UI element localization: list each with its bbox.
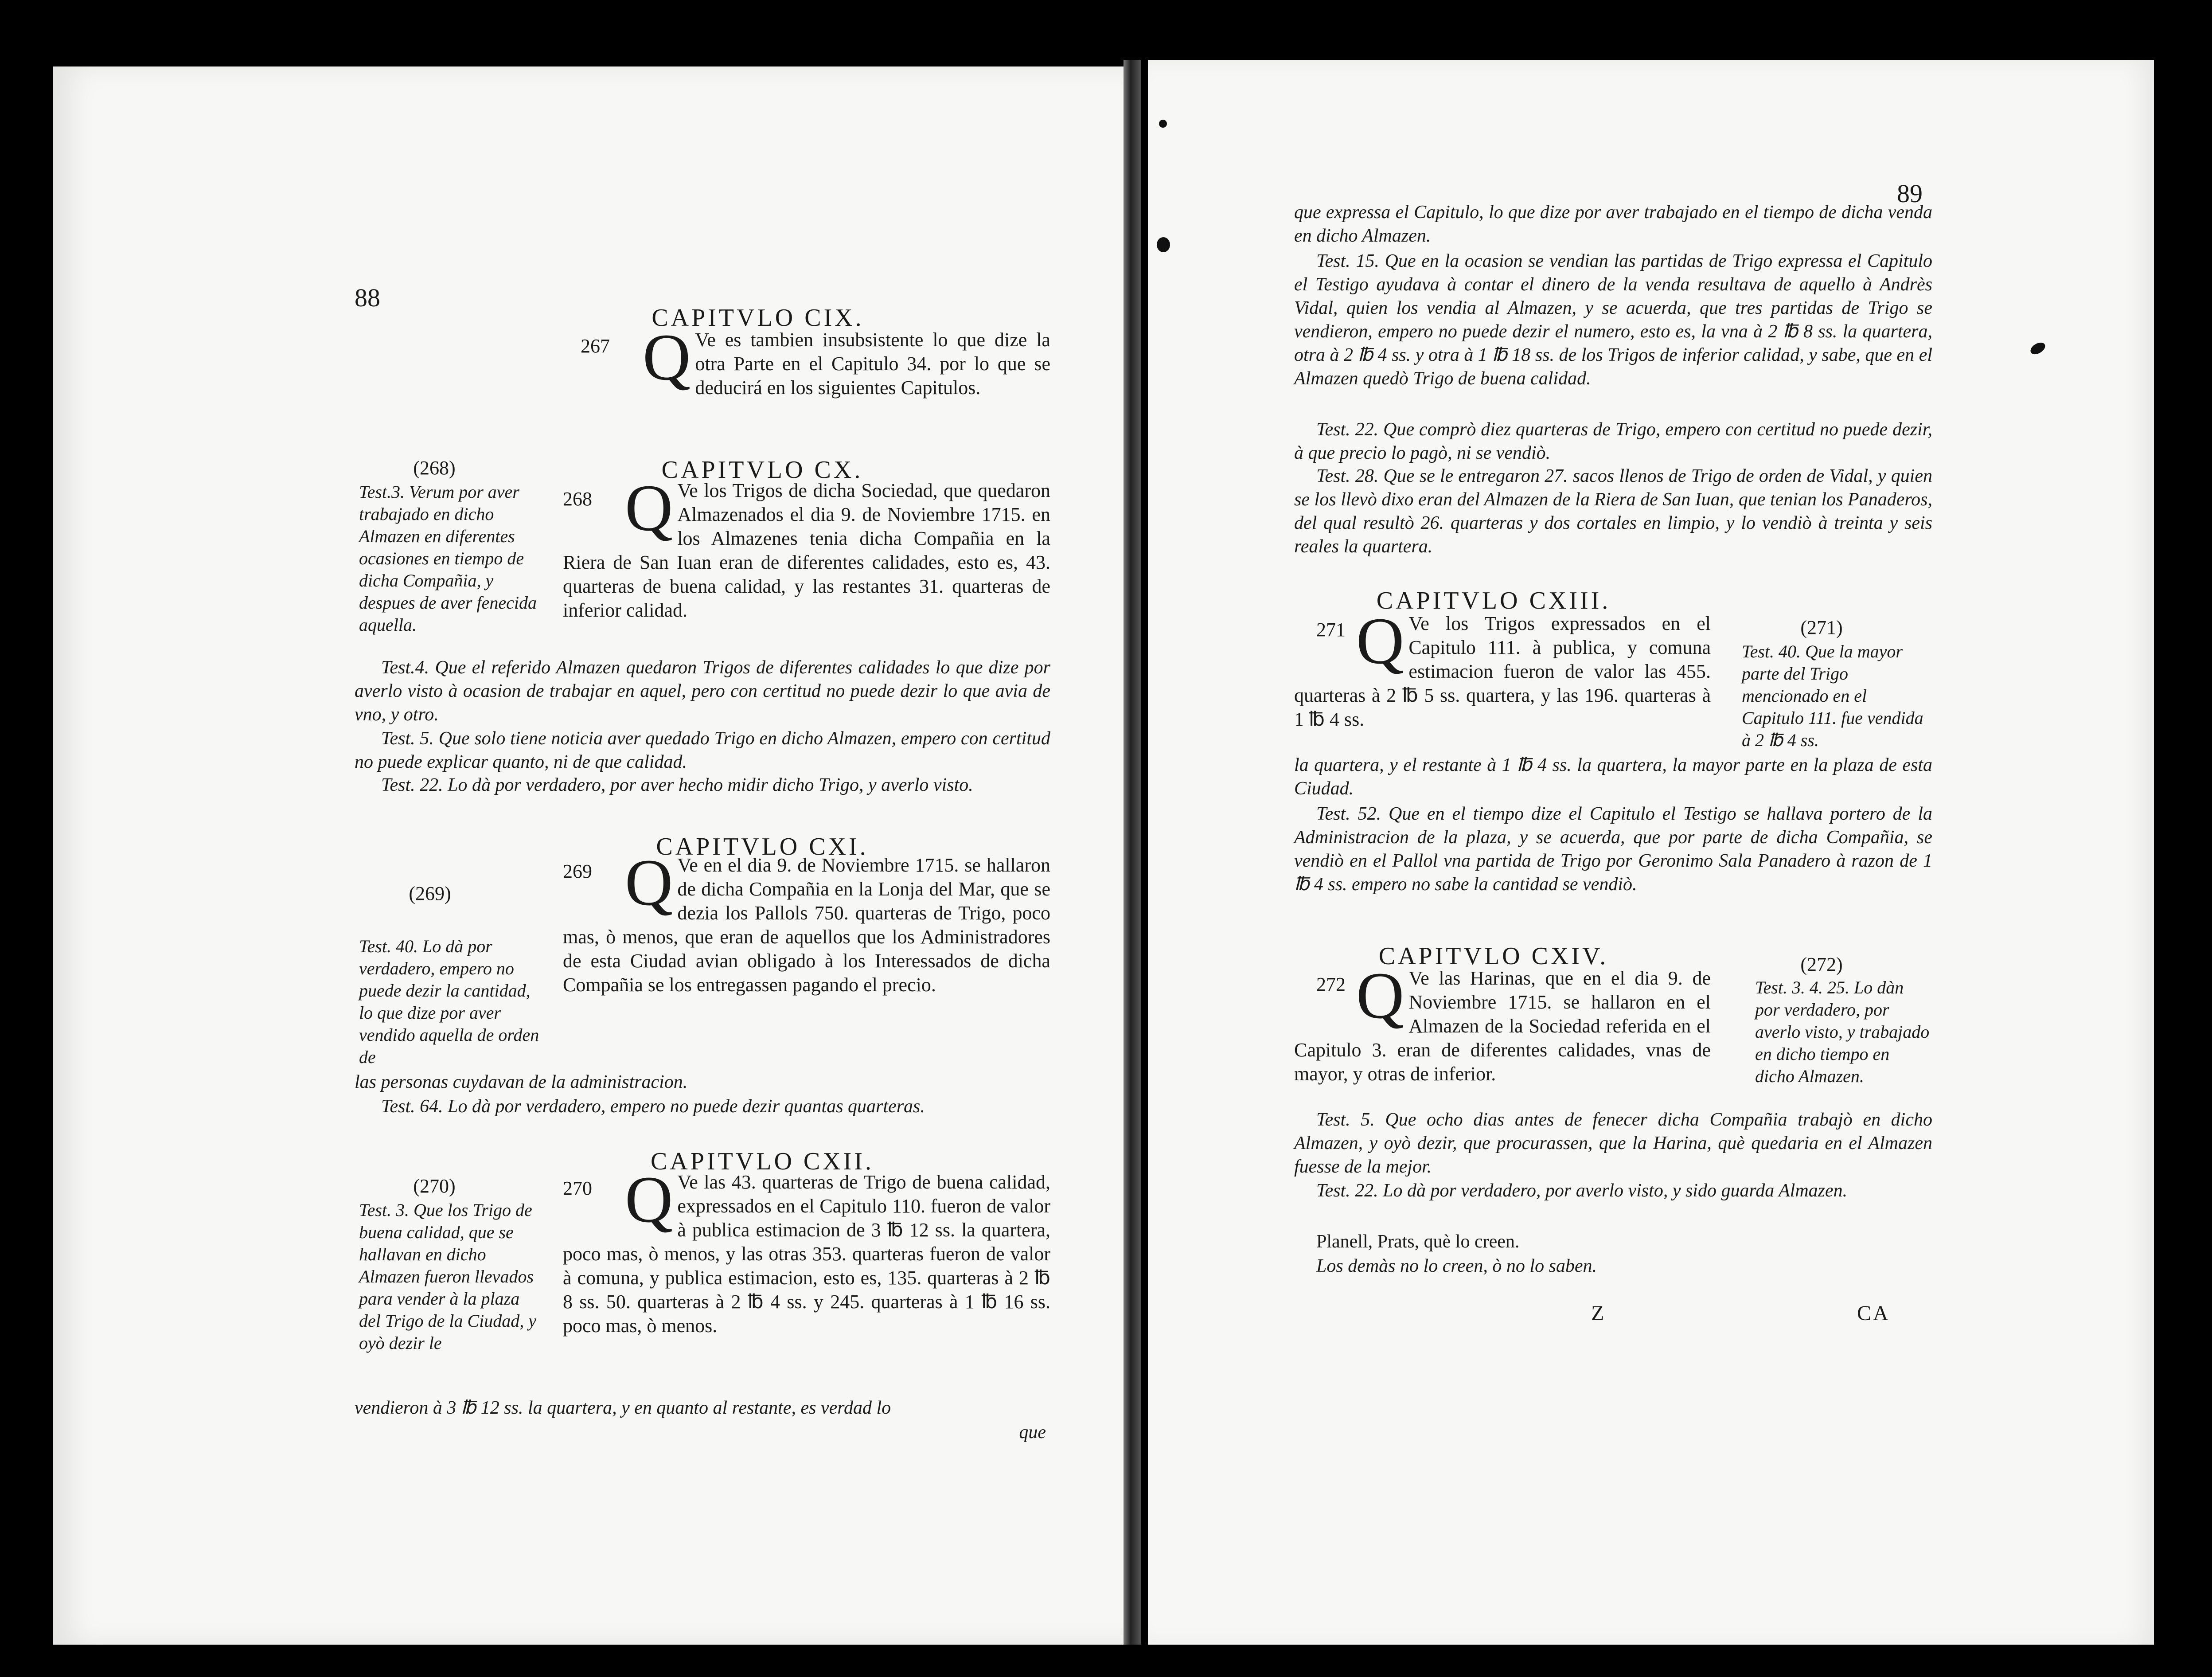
margin-number: (269) — [409, 883, 451, 904]
drop-capital: Q — [625, 846, 673, 919]
margin-number: (270) — [413, 1175, 456, 1197]
margin-number: (268) — [413, 457, 456, 479]
paragraph-number: 271 — [1316, 619, 1346, 641]
testimony: Test. 5. Que solo tiene noticia aver quedado Trigo en dicho Almazen, empero con certitud no puede explicar quanto, ni de que calidad. — [355, 728, 1050, 772]
testimony: Test. 15. Que en la ocasion se vendian las partidas de Trigo expressa el Capitulo el Testigo ayudava à contar el dinero de la venda resultava de aquello à Andrès Vidal, quien los vendia al Almazen, y se acuerda, que tres partidas de Trigo se vendieron, empero no puede dezir el numero, esto es, la vna à 2 ℔ 8 ss. la quartera, otra à 2 ℔ 4 ss. y otra à 1 ℔ 18 ss. de los Trigos de inferior calidad, y sabe, que en el Almazen quedò Trigo de buena calidad. — [1294, 251, 1932, 389]
paragraph-number: 270 — [563, 1177, 592, 1199]
chapter-heading: CAPITVLO CIX. — [652, 304, 864, 332]
book-gutter — [1124, 60, 1141, 1645]
margin-testimony: Test. 3. Que los Trigo de buena calidad, que se hallavan en dicho Almazen fueron llevados para vender à la plaza del Trigo de la Ciudad, y oyò dezir le — [359, 1200, 536, 1353]
testimony: Test.4. Que el referido Almazen quedaron Trigos de diferentes calidades lo que dize por averlo visto à ocasion de trabajar en aquel, pero con certitud no puede dezir lo que avia de vno, y otro. — [355, 657, 1050, 725]
testimony: Test. 64. Lo dà por verdadero, empero no puede dezir quantas quarteras. — [381, 1096, 925, 1117]
drop-capital: Q — [625, 1163, 673, 1236]
chapter-text — [550, 321, 1050, 400]
testimony: Test. 5. Que ocho dias antes de fenecer dicha Compañia trabajò en dicho Almazen, y oyò dezir, que procurassen, que la Harina, què quedaria en el Almazen fuesse de la mejor. — [1294, 1110, 1932, 1177]
margin-continuation: vendieron à 3 ℔ 12 ss. la quartera, y en quanto al restante, es verdad lo — [355, 1398, 891, 1418]
chapter-heading: CAPITVLO CXI. — [656, 833, 869, 860]
chapter-text — [1294, 959, 1711, 1086]
drop-capital: Q — [1356, 959, 1404, 1032]
catchword: CA — [1857, 1302, 1890, 1325]
page-number: 89 — [1897, 179, 1923, 208]
chapter-heading: CAPITVLO CXIV. — [1378, 942, 1609, 970]
right-page — [1148, 60, 2154, 1645]
testimony: Test. 22. Que comprò diez quarteras de Trigo, empero con certitud no puede dezir, à que precio lo pagò, ni se vendiò. — [1294, 419, 1932, 463]
chapter-text — [563, 1163, 1050, 1338]
chapter-body: Ve los Trigos expressados en el Capitulo 111. à publica, y comuna estimacion fueron de valor las 455. quarteras à 2 ℔ 5 ss. quartera, y las 196. quarteras à 1 ℔ 4 ss. — [1294, 613, 1711, 730]
catchword: que — [1019, 1422, 1046, 1442]
signature-mark: Z — [1591, 1302, 1604, 1325]
testimony: Test. 52. Que en el tiempo dize el Capitulo el Testigo se hallava portero de la Administracion de la plaza, y se acuerda, que por parte de dicha Compañia, se vendiò en el Pallol vna partida de Trigo por Geronimo Sala Panadero à razon de 1 ℔ 4 ss. empero no sabe la cantidad se vendiò. — [1294, 804, 1932, 895]
signatories-others: Los demàs no lo creen, ò no lo saben. — [1316, 1256, 1597, 1276]
margin-number: (272) — [1800, 954, 1843, 975]
ink-spot — [1159, 120, 1167, 128]
chapter-body: Ve en el dia 9. de Noviembre 1715. se hallaron de dicha Compañia en la Lonja del Mar, que se dezia los Pallols 750. quarteras de Trigo, poco mas, ò menos, que eran de aquellos que los Administradores de esta Ciudad avian obligado à los Interessados de dicha Compañia se los entregassen pagando el precio. — [563, 854, 1050, 996]
ink-spot — [1157, 237, 1170, 252]
chapter-heading: CAPITVLO CXII. — [651, 1148, 874, 1175]
chapter-text — [1294, 604, 1711, 731]
chapter-body: Ve las 43. quarteras de Trigo de buena calidad, expressados en el Capitulo 110. fueron de valor à publica estimacion de 3 ℔ 12 ss. la quartera, poco mas, ò menos, y las otras 353. quarteras fueron de valor à comuna, y publica estimacion, esto es, 135. quarteras à 2 ℔ 8 ss. 50. quarteras à 2 ℔ 4 ss. y 245. quarteras à 1 ℔ 16 ss. poco mas, ò menos. — [563, 1171, 1050, 1337]
margin-testimony: Test. 3. 4. 25. Lo dàn por verdadero, por averlo visto, y trabajado en dicho tiempo en dicho Almazen. — [1755, 977, 1930, 1086]
testimony: Test. 22. Lo dà por verdadero, por averlo visto, y sido guarda Almazen. — [1316, 1181, 1848, 1201]
paragraph-number: 267 — [581, 335, 610, 357]
drop-capital: Q — [1356, 604, 1404, 678]
page-number: 88 — [355, 283, 380, 312]
chapter-body: Ve las Harinas, que en el dia 9. de Noviembre 1715. se hallaron en el Almazen de la Sociedad referida en el Capitulo 3. eran de diferentes calidades, vnas de mayor, y otras de inferior. — [1294, 967, 1711, 1085]
chapter-body: Ve los Trigos de dicha Sociedad, que quedaron Almazenados el dia 9. de Noviembre 1715. en los Almazenes tenia dicha Compañia en la Riera de San Iuan eran de diferentes calidades, esto es, 43. quarteras de buena calidad, y las restantes 31. quarteras de inferior calidad. — [563, 480, 1050, 621]
margin-number: (271) — [1800, 617, 1843, 638]
testimony: Test. 28. Que se le entregaron 27. sacos llenos de Trigo de orden de Vidal, y quien se los llevò dixo eran del Almazen de la Riera de San Iuan, que tenian los Panaderos, del qual resultò 26. quarteras y dos cortales en limpio, y lo vendiò à treinta y seis reales la quartera. — [1294, 466, 1932, 557]
chapter-text — [563, 471, 1050, 622]
paragraph-number: 272 — [1316, 973, 1346, 995]
left-page — [53, 66, 1135, 1645]
drop-capital: Q — [643, 321, 691, 394]
margin-continuation: las personas cuydavan de la administracion. — [355, 1072, 688, 1092]
testimony: Test. 22. Lo dà por verdadero, por aver hecho midir dicho Trigo, y averlo visto. — [381, 775, 973, 795]
paragraph-number: 269 — [563, 860, 592, 882]
ink-spot — [2029, 340, 2047, 356]
chapter-heading: CAPITVLO CX. — [661, 456, 863, 484]
margin-testimony: Test. 40. Que la mayor parte del Trigo mencionado en el Capitulo 111. fue vendida à 2 ℔ 4 ss. — [1742, 641, 1923, 750]
chapter-heading: CAPITVLO CXIII. — [1376, 587, 1611, 614]
signatories-believing: Planell, Prats, què lo creen. — [1316, 1231, 1520, 1252]
paragraph-number: 268 — [563, 488, 592, 510]
margin-testimony: Test. 40. Lo dà por verdadero, empero no puede dezir la cantidad, lo que dize por aver vendido aquella de orden de — [359, 936, 539, 1067]
drop-capital: Q — [625, 471, 673, 545]
testimony-continuation: que expressa el Capitulo, lo que dize por aver trabajado en el tiempo de dicha venda en dicho Almazen. — [1294, 202, 1932, 246]
margin-testimony: Test.3. Verum por aver trabajado en dicho Almazen en diferentes ocasiones en tiempo de dicha Compañia, y despues de aver fenecida aquella. — [359, 482, 537, 635]
chapter-body: Ve es tambien insubsistente lo que dize la otra Parte en el Capitulo 34. por lo que se deducirá en los siguientes Capitulos. — [695, 329, 1050, 399]
margin-continuation: la quartera, y el restante à 1 ℔ 4 ss. la quartera, la mayor parte en la plaza de esta Ciudad. — [1294, 755, 1932, 799]
